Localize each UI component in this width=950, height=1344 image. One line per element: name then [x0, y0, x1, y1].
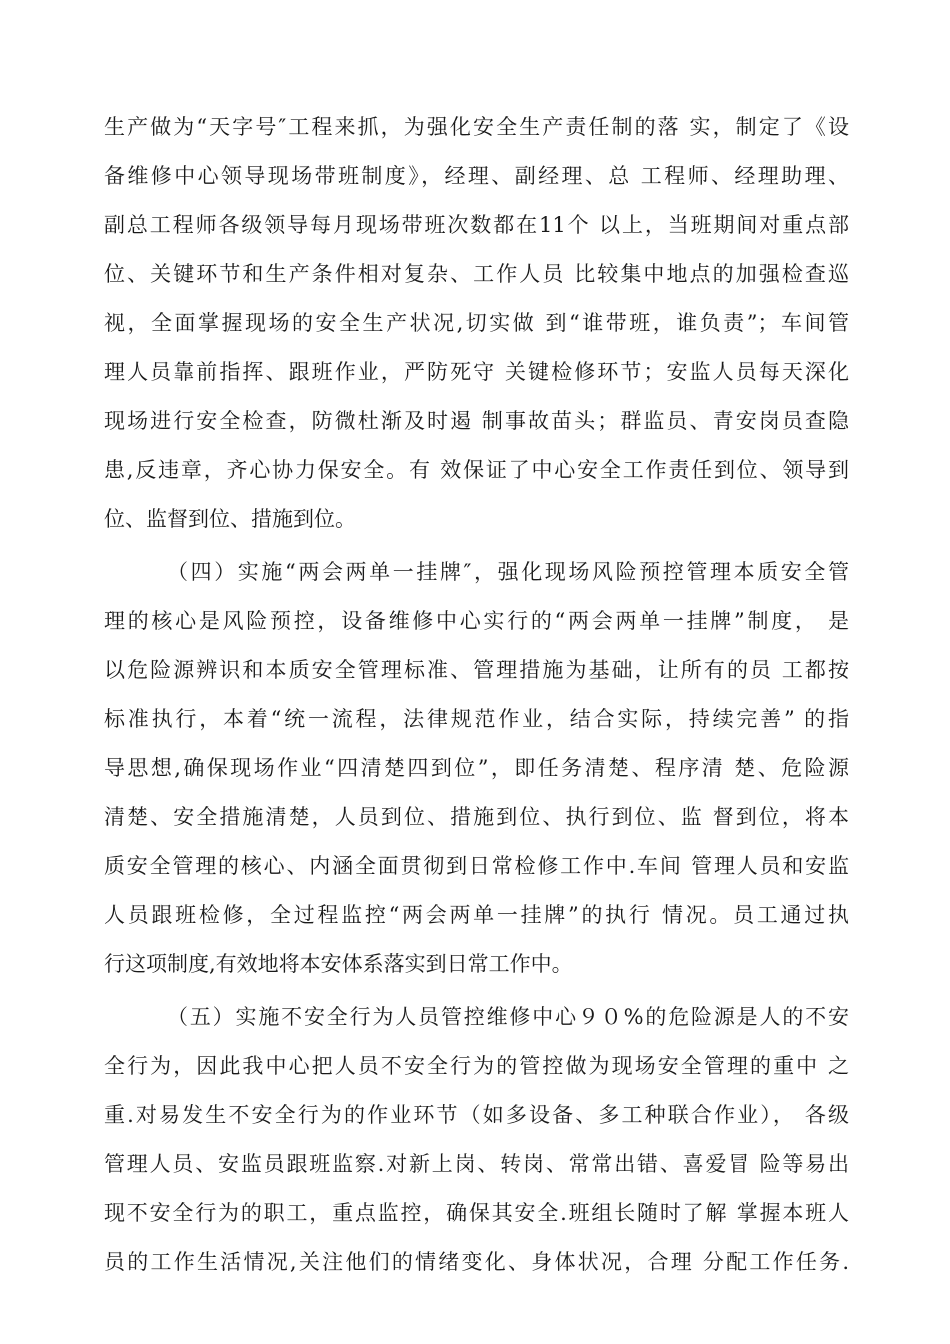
text-line: 重.对易发生不安全行为的作业环节（如多设备、多工种联合作业）， 各级 — [104, 1103, 849, 1127]
text-line: 生产做为“天字号″工程来抓，为强化安全生产责任制的落 实，制定了《设 — [104, 115, 849, 139]
text-line: 行这项制度,有效地将本安体系落实到日常工作中。 — [104, 952, 573, 976]
text-line: 标准执行，本着“统一流程，法律规范作业，结合实际，持续完善” 的指 — [104, 707, 849, 731]
text-line: 员的工作生活情况,关注他们的情绪变化、身体状况，合理 分配工作任务. — [104, 1250, 849, 1274]
text-line: 位、监督到位、措施到位。 — [104, 507, 356, 531]
text-line: 患,反违章，齐心协力保安全。有 效保证了中心安全工作责任到位、领导到 — [104, 458, 849, 482]
text-line: 质安全管理的核心、内涵全面贯彻到日常检修工作中.车间 管理人员和安监 — [104, 854, 849, 878]
text-line: 视，全面掌握现场的安全生产状况,切实做 到“谁带班，谁负责”；车间管 — [104, 311, 849, 335]
text-line: 导思想,确保现场作业“四清楚四到位”，即任务清楚、程序清 楚、危险源 — [104, 756, 849, 780]
text-line: 人员跟班检修，全过程监控“两会两单一挂牌”的执行 情况。员工通过执 — [104, 903, 849, 927]
text-line: 理的核心是风险预控，设备维修中心实行的“两会两单一挂牌”制度， 是 — [104, 609, 849, 633]
text-line: 管理人员、安监员跟班监察.对新上岗、转岗、常常出错、喜爱冒 险等易出 — [104, 1152, 849, 1176]
text-line: 以危险源辨识和本质安全管理标准、管理措施为基础，让所有的员 工都按 — [104, 658, 849, 682]
section-heading-4: （四）实施“两会两单一挂牌″，强化现场风险预控管理本质安全管 — [167, 560, 849, 584]
text-line: 现不安全行为的职工，重点监控，确保其安全.班组长随时了解 掌握本班人 — [104, 1201, 849, 1225]
text-line: 清楚、安全措施清楚，人员到位、措施到位、执行到位、监 督到位，将本 — [104, 805, 849, 829]
text-line: 位、关键环节和生产条件相对复杂、工作人员 比较集中地点的加强检查巡 — [104, 262, 849, 286]
text-line: 理人员靠前指挥、跟班作业，严防死守 关键检修环节；安监人员每天深化 — [104, 360, 849, 384]
text-line: 副总工程师各级领导每月现场带班次数都在11个 以上，当班期间对重点部 — [104, 213, 849, 237]
section-heading-5: （五）实施不安全行为人员管控维修中心９０%的危险源是人的不安 — [167, 1005, 849, 1029]
text-line: 现场进行安全检查，防微杜渐及时遏 制事故苗头；群监员、青安岗员查隐 — [104, 409, 849, 433]
text-line: 全行为，因此我中心把人员不安全行为的管控做为现场安全管理的重中 之 — [104, 1054, 849, 1078]
text-line: 备维修中心领导现场带班制度》，经理、副经理、总 工程师、经理助理、 — [104, 164, 849, 188]
